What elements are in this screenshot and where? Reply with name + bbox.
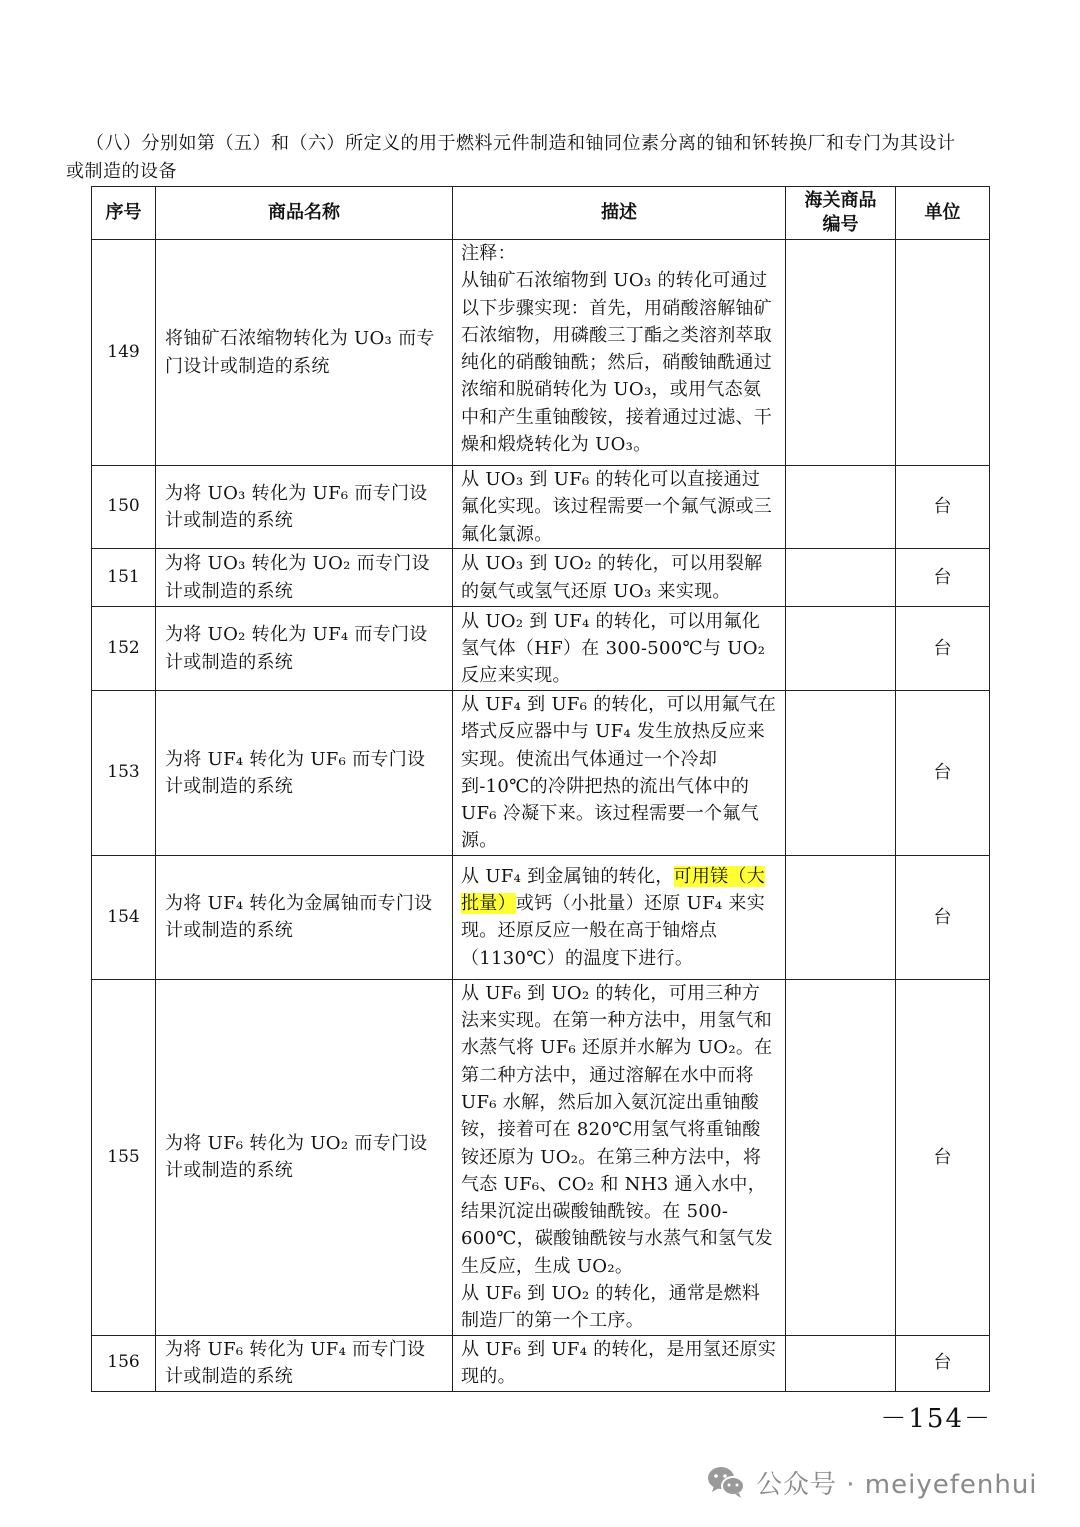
- cell-name: 为将 UF₆ 转化为 UF₄ 而专门设计或制造的系统: [156, 1335, 453, 1391]
- cell-name: 将铀矿石浓缩物转化为 UO₃ 而专门设计或制造的系统: [156, 240, 453, 466]
- desc-text: 或钙（小批量）还原 UF₄ 来实现。还原反应一般在高于铀熔点（1130℃）的温度下进行。: [461, 892, 766, 969]
- cell-name: 为将 UF₄ 转化为 UF₆ 而专门设计或制造的系统: [156, 691, 453, 856]
- header-seq: 序号: [92, 187, 156, 240]
- cell-code: [786, 691, 896, 856]
- cell-unit: 台: [896, 1335, 990, 1391]
- cell-code: [786, 979, 896, 1335]
- cell-unit: [896, 240, 990, 466]
- table-caption: [66, 130, 996, 186]
- watermark-text: 公众号 · meiyefenhui: [756, 1469, 1038, 1500]
- header-desc: 描述: [453, 187, 786, 240]
- cell-desc: 从 UO₃ 到 UF₆ 的转化可以直接通过氟化实现。该过程需要一个氟气源或三氟化氯源。: [453, 466, 786, 549]
- cell-desc: 从 UO₃ 到 UO₂ 的转化，可以用裂解的氨气或氢气还原 UO₃ 来实现。: [453, 549, 786, 607]
- header-code-line-1: 海关商品: [804, 190, 877, 211]
- cell-desc: 从 UF₆ 到 UO₂ 的转化，可用三种方法来实现。在第一种方法中，用氢气和水蒸气将 UF₆ 还原并水解为 UO₂。在第二种方法中，通过溶解在水中而将 UF₆ 水解，然后加入氨沉淀出重铀酸铵，接着可在 820℃用氢气将重铀酸铵还原为 UO₂。在第三种方法中，将气态 UF₆、CO₂ 和 NH3 通入水中，结果沉淀出碳酸铀酰铵。在 500-600℃，碳酸铀酰铵与水蒸气和氢气发生反应，生成 UO₂。 从 UF₆ 到 UO₂ 的转化，通常是燃料制造厂的第一个工序。: [453, 979, 786, 1335]
- cell-seq: 154: [92, 855, 156, 979]
- table-row: [92, 855, 990, 979]
- table-row: [92, 466, 990, 549]
- wechat-icon: [706, 1465, 746, 1499]
- cell-seq: 149: [92, 240, 156, 466]
- cell-name: 为将 UO₃ 转化为 UF₆ 而专门设计或制造的系统: [156, 466, 453, 549]
- watermark: [706, 1462, 1038, 1502]
- cell-code: [786, 549, 896, 607]
- cell-name: 为将 UO₃ 转化为 UO₂ 而专门设计或制造的系统: [156, 549, 453, 607]
- header-name: 商品名称: [156, 187, 453, 240]
- table-row: [92, 1335, 990, 1391]
- cell-desc: 从 UO₂ 到 UF₄ 的转化，可以用氟化氢气体（HF）在 300-500℃与 UO₂ 反应来实现。: [453, 607, 786, 691]
- cell-name: 为将 UO₂ 转化为 UF₄ 而专门设计或制造的系统: [156, 607, 453, 691]
- cell-seq: 156: [92, 1335, 156, 1391]
- table-row: [92, 691, 990, 856]
- cell-desc: [453, 855, 786, 979]
- header-code-line-2: 编号: [822, 214, 859, 235]
- cell-seq: 151: [92, 549, 156, 607]
- cell-seq: 153: [92, 691, 156, 856]
- table-row: [92, 607, 990, 691]
- cell-unit: 台: [896, 549, 990, 607]
- table-row: [92, 979, 990, 1335]
- cell-unit: 台: [896, 855, 990, 979]
- caption-line-1: （八）分别如第（五）和（六）所定义的用于燃料元件制造和铀同位素分离的铀和钚转换厂和专门为其设计: [86, 133, 956, 154]
- cell-desc: 从 UF₄ 到 UF₆ 的转化，可以用氟气在塔式反应器中与 UF₄ 发生放热反应来实现。使流出气体通过一个冷却到-10℃的冷阱把热的流出气体中的 UF₆ 冷凝下来。该过程需要一个氟气源。: [453, 691, 786, 856]
- cell-unit: 台: [896, 607, 990, 691]
- cell-code: [786, 607, 896, 691]
- cell-code: [786, 240, 896, 466]
- desc-text: 从 UF₄ 到金属铀的转化，: [461, 865, 674, 887]
- header-unit: 单位: [896, 187, 990, 240]
- highlighted-text: 可用镁（大批量）: [461, 865, 766, 914]
- cell-seq: 155: [92, 979, 156, 1335]
- cell-desc: 从 UF₆ 到 UF₄ 的转化，是用氢还原实现的。: [453, 1335, 786, 1391]
- cell-name: 为将 UF₄ 转化为金属铀而专门设计或制造的系统: [156, 855, 453, 979]
- cell-code: [786, 466, 896, 549]
- cell-unit: 台: [896, 691, 990, 856]
- cell-name: 为将 UF₆ 转化为 UO₂ 而专门设计或制造的系统: [156, 979, 453, 1335]
- cell-code: [786, 855, 896, 979]
- cell-seq: 152: [92, 607, 156, 691]
- equipment-table: [91, 186, 990, 1392]
- caption-line-2: 或制造的设备: [66, 161, 177, 182]
- table-row: [92, 549, 990, 607]
- cell-seq: 150: [92, 466, 156, 549]
- table-header-row: [92, 187, 990, 240]
- header-code: [786, 187, 896, 240]
- page-number: －154－: [880, 1404, 992, 1434]
- cell-unit: 台: [896, 466, 990, 549]
- cell-code: [786, 1335, 896, 1391]
- cell-unit: 台: [896, 979, 990, 1335]
- cell-desc: 注释： 从铀矿石浓缩物到 UO₃ 的转化可通过以下步骤实现：首先，用硝酸溶解铀矿石浓缩物，用磷酸三丁酯之类溶剂萃取纯化的硝酸铀酰；然后，硝酸铀酰通过浓缩和脱硝转化为 UO₃，或用气态氨中和产生重铀酸铵，接着通过过滤、干燥和煅烧转化为 UO₃。: [453, 240, 786, 466]
- table-row: [92, 240, 990, 466]
